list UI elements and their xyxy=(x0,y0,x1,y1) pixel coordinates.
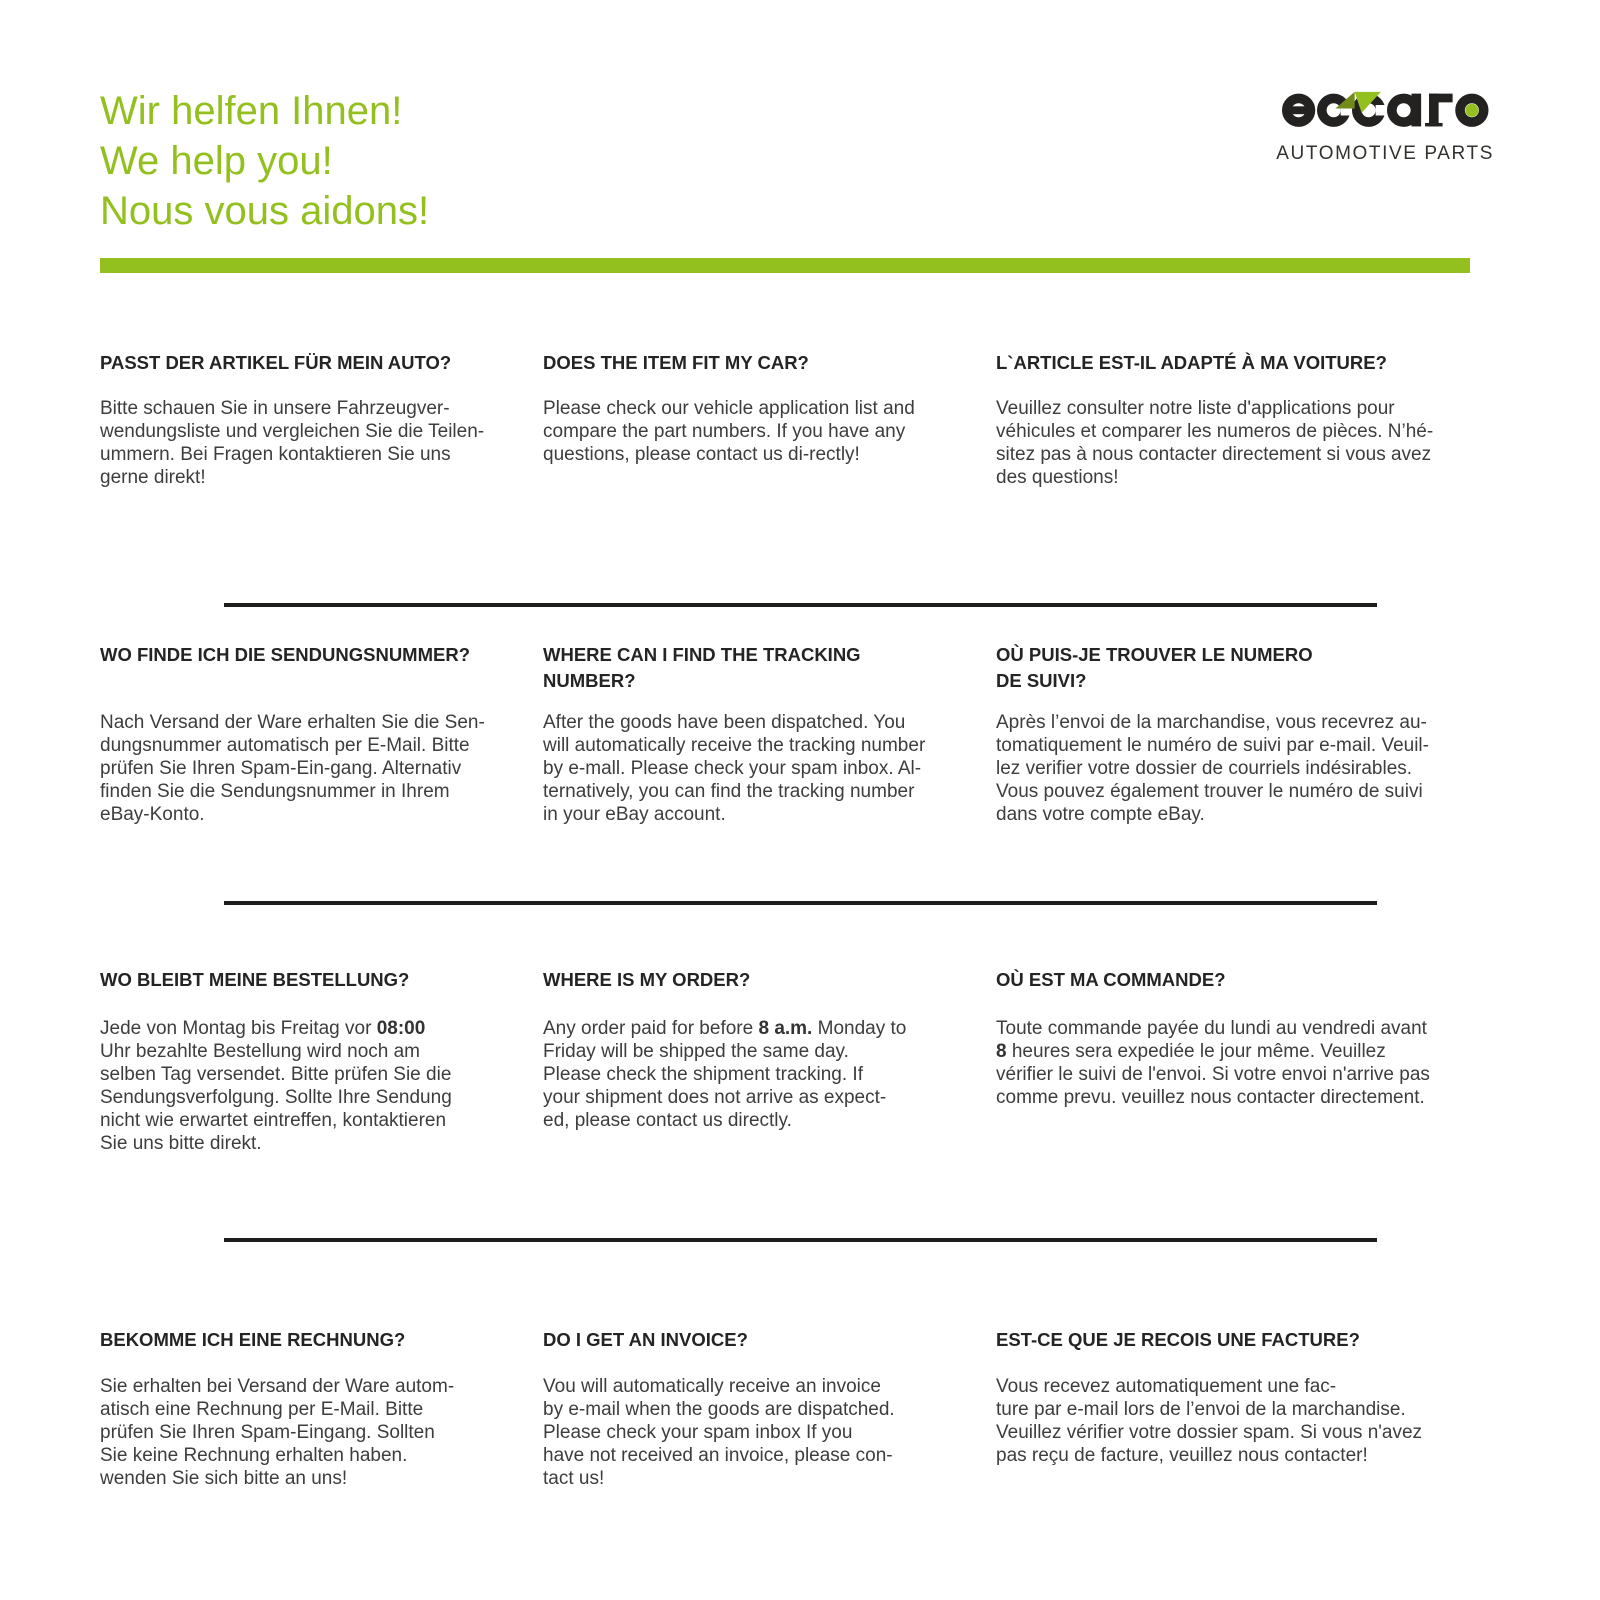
faq-row-fitment xyxy=(100,350,1471,489)
faq-answer-fr: Vous recevez automatiquement une fac- ture par e-mail lors de l’envoi de la marchandise. Veuillez vérifier votre dossier spam. Si vous n'avez pas reçu de facture, veuillez nous contacter! xyxy=(996,1376,1423,1466)
faq-question-de: PASST DER ARTIKEL FÜR MEIN AUTO? xyxy=(100,352,452,373)
faq-question-fr: L`ARTICLE EST-IL ADAPTÉ À MA VOITURE? xyxy=(996,352,1387,373)
faq-question-de: WO BLEIBT MEINE BESTELLUNG? xyxy=(100,969,410,990)
faq-section-de xyxy=(100,642,500,826)
faq-section-en xyxy=(543,642,953,826)
faq-section-de xyxy=(100,350,500,489)
logo-dot-icon xyxy=(1465,104,1478,117)
page-title: Wir helfen Ihnen! We help you! Nous vous aidons! xyxy=(100,89,430,233)
faq-section-en xyxy=(543,350,953,489)
faq-question-fr: OÙ EST MA COMMANDE? xyxy=(996,969,1226,990)
faq-question-fr: OÙ PUIS-JE TROUVER LE NUMERO DE SUIVI? xyxy=(996,644,1313,691)
faq-question-fr: EST-CE QUE JE RECOIS UNE FACTURE? xyxy=(996,1329,1360,1350)
faq-answer-fr: Après l’envoi de la marchandise, vous recevrez au- tomatiquement le numéro de suivi par e-mail. Veuil- lez verifier votre dossier de courriels indésirables. Vous pouvez également trouver le numéro de suivi dans votre compte eBay. xyxy=(996,712,1429,825)
faq-section-fr xyxy=(996,642,1474,826)
logo-subtitle: AUTOMOTIVE PARTS xyxy=(1276,143,1494,164)
eccaro-logo xyxy=(1276,84,1494,165)
faq-answer-fr: Toute commande payée du lundi au vendredi avant 8 heures sera expediée le jour même. Veuillez vérifier le suivi de l'envoi. Si votre envoi n'arrive pas comme prevu. veuillez nous contacter directement. xyxy=(996,1018,1430,1108)
faq-answer-en: After the goods have been dispatched. You will automatically receive the tracking number by e-mall. Please check your spam inbox. Al- ternatively, you can find the tracking number in your eBay account. xyxy=(543,712,926,825)
divider xyxy=(224,1238,1377,1242)
divider xyxy=(224,901,1377,905)
faq-question-de: WO FINDE ICH DIE SENDUNGSNUMMER? xyxy=(100,644,470,665)
divider xyxy=(224,603,1377,607)
faq-answer-de: Nach Versand der Ware erhalten Sie die Sen- dungsnummer automatisch per E-Mail. Bitte prüfen Sie Ihren Spam-Ein-gang. Alternativ finden Sie die Sendungsnummer in Ihrem eBay-Konto. xyxy=(100,712,485,825)
eccaro-wordmark-icon xyxy=(1280,84,1494,140)
faq-row-tracking-number xyxy=(100,642,1471,826)
faq-question-en: WHERE CAN I FIND THE TRACKING NUMBER? xyxy=(543,644,861,691)
faq-section-en xyxy=(543,967,953,1155)
faq-row-invoice xyxy=(100,1327,1471,1490)
faq-answer-de: Sie erhalten bei Versand der Ware autom- atisch eine Rechnung per E-Mail. Bitte prüfen Sie Ihren Spam-Eingang. Sollten Sie keine Rechnung erhalten haben. wenden Sie sich bitte an uns! xyxy=(100,1376,455,1489)
faq-answer-de: Bitte schauen Sie in unsere Fahrzeugver- wendungsliste und vergleichen Sie die Teilen- ummern. Bei Fragen kontaktieren Sie uns gerne direkt! xyxy=(100,398,485,488)
faq-answer-en: Please check our vehicle application list and compare the part numbers. If you have any questions, please contact us di-rectly! xyxy=(543,398,915,465)
faq-answer-en: Any order paid for before 8 a.m. Monday to Friday will be shipped the same day. Please check the shipment tracking. If your shipment does not arrive as expect- ed, please contact us directly. xyxy=(543,1018,907,1131)
faq-question-en: WHERE IS MY ORDER? xyxy=(543,969,751,990)
faq-answer-de: Jede von Montag bis Freitag vor 08:00 Uhr bezahlte Bestellung wird noch am selben Tag versendet. Bitte prüfen Sie die Sendungsverfolgung. Sollte Ihre Sendung nicht wie erwartet eintreffen, kontaktieren Sie uns bitte direkt. xyxy=(100,1018,452,1154)
faq-question-en: DO I GET AN INVOICE? xyxy=(543,1329,748,1350)
faq-answer-fr: Veuillez consulter notre liste d'applications pour véhicules et comparer les numeros de pièces. N’hé- sitez pas à nous contacter directement si vous avez des questions! xyxy=(996,398,1434,488)
faq-question-en: DOES THE ITEM FIT MY CAR? xyxy=(543,352,809,373)
faq-row-order-status xyxy=(100,967,1471,1155)
faq-section-fr xyxy=(996,350,1474,489)
faq-section-de xyxy=(100,967,500,1155)
faq-answer-en: Vou will automatically receive an invoice by e-mail when the goods are dispatched. Please check your spam inbox If you have not received an invoice, please con- tact us! xyxy=(543,1376,895,1489)
faq-question-de: BEKOMME ICH EINE RECHNUNG? xyxy=(100,1329,406,1350)
faq-section-fr xyxy=(996,1327,1474,1490)
faq-section-fr xyxy=(996,967,1474,1155)
accent-bar xyxy=(100,258,1470,273)
faq-section-de xyxy=(100,1327,500,1490)
faq-section-en xyxy=(543,1327,953,1490)
